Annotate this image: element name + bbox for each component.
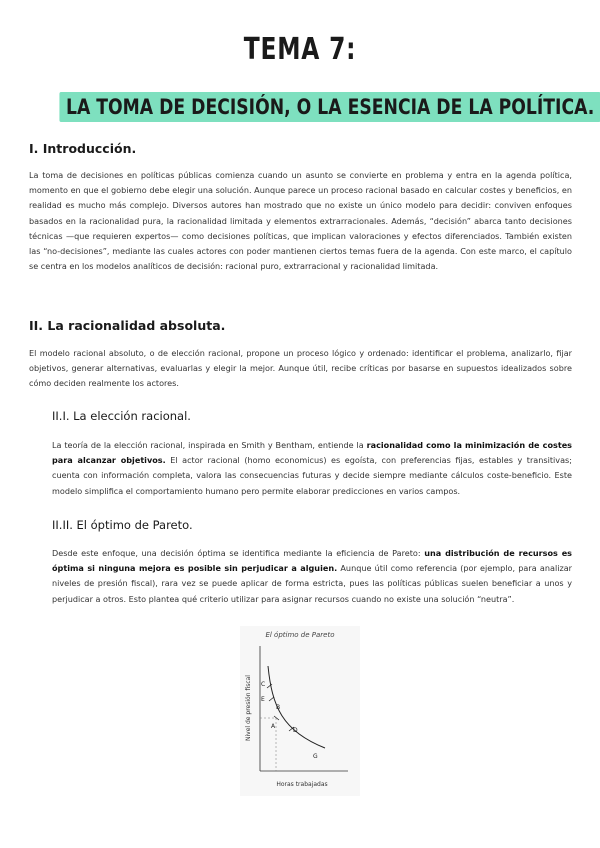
point-label-a: A	[271, 723, 276, 730]
figure-title: El óptimo de Pareto	[265, 631, 335, 639]
paragraph-rational-choice: La teoría de la elección racional, inspirada en Smith y Bentham, entiende la racionalidad como la minimización de costes para alcanzar objetivos. El actor racional (homo economicus) es egoísta, con preferencias fijas, estables y transitivas; cuenta con información completa, valora las consecuencias futuras y decide siempre mediante cálculos coste-beneficio. Este modelo simplifica el comportamiento humano pero permite elaborar predicciones en varios campos.	[52, 440, 573, 496]
page-subtitle: LA TOMA DE DECISIÓN, O LA ESENCIA DE LA POLÍTICA.	[59, 92, 600, 122]
point-label-c: C	[261, 681, 266, 688]
bold-definition: racionalidad como la minimización de costes para alcanzar objetivos.	[52, 440, 573, 466]
subsection-heading-pareto: II.II. El óptimo de Pareto.	[52, 518, 193, 532]
paragraph-pareto: Desde este enfoque, una decisión óptima se identifica mediante la eficiencia de Pareto: una distribución de recursos es óptima si ninguna mejora es posible sin perjudicar a alguien. Aunque útil como referencia (por ejemplo, para analizar niveles de presión fiscal), rara vez se puede aplicar de forma estricta, pues las políticas públicas suelen beneficiar a unos y perjudicar a otros. Esto plantea qué criterio utilizar para asignar recursos cuando no existe una solución “neutra”.	[52, 548, 572, 604]
section-heading-intro: I. Introducción.	[29, 141, 137, 156]
section-heading-absolute: II. La racionalidad absoluta.	[29, 318, 226, 333]
bold-pareto-definition: una distribución de recursos es óptima si ninguna mejora es posible sin perjudicar a alguien.	[52, 548, 572, 574]
point-label-g: G	[313, 753, 318, 760]
y-axis-label: Nivel de presión fiscal	[245, 675, 252, 741]
x-axis-label: Horas trabajadas	[276, 781, 328, 788]
paragraph-absolute: El modelo racional absoluto, o de elección racional, propone un proceso lógico y ordenado: identificar el problema, analizarlo, fijar objetivos, generar alternativas, evaluarlas y elegir la mejor. Aunque útil, recibe críticas por basarse en supuestos idealizados sobre cómo deciden realmente los actores.	[29, 348, 572, 389]
pareto-chart	[240, 626, 360, 796]
point-label-d: D	[293, 727, 298, 734]
figure-background	[240, 626, 360, 796]
pareto-figure	[240, 626, 360, 796]
subtitle-banner	[0, 92, 600, 122]
point-label-b: B	[276, 704, 281, 711]
subsection-heading-rational-choice: II.I. La elección racional.	[52, 409, 191, 423]
point-label-e: E	[261, 696, 265, 703]
page-title: TEMA 7:	[243, 32, 357, 67]
paragraph-intro: La toma de decisiones en políticas públicas comienza cuando un asunto se convierte en problema y entra en la agenda política, momento en que el gobierno debe elegir una solución. Aunque parece un proceso racional basado en calcular costes y beneficios, en realidad es mucho más complejo. Diversos autores han mostrado que no existe un único modelo para decidir: conviven enfoques basados en la racionalidad pura, la racionalidad limitada y elementos extrarracionales. Además, “decisión” abarca tanto decisiones técnicas —que requieren expertos— como decisiones políticas, que implican valoraciones y efectos diferenciados. También existen las “no-decisiones”, mediante las cuales actores con poder mantienen ciertos temas fuera de la agenda. Con este marco, el capítulo se centra en los modelos analíticos de decisión: racional puro, extrarracional y racionalidad limitada.	[29, 170, 572, 272]
